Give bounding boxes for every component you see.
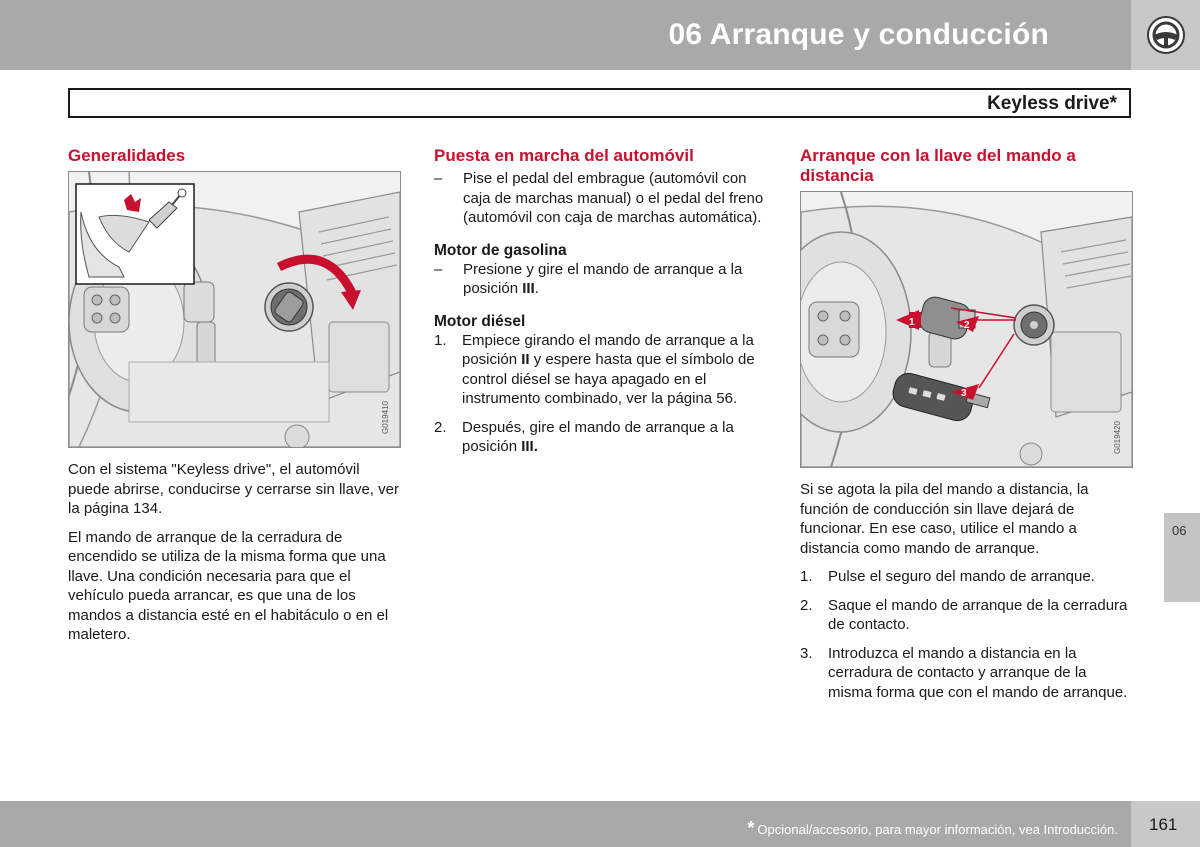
section-title: Keyless drive* — [987, 93, 1117, 114]
list-item — [434, 169, 767, 228]
section-title-box — [68, 88, 1131, 118]
list-number: 2. — [800, 596, 813, 614]
list-text-part: y espere hasta que el símbolo de control diésel se haya apagado en el instrumento combinado, ver la página 56. — [462, 351, 755, 407]
list-item — [434, 260, 767, 299]
list-text — [462, 331, 767, 409]
chapter-header-bar — [0, 0, 1131, 70]
list-text-part: Después, gire el mando de arranque a la posición — [462, 418, 734, 455]
paragraph-ignition-knob: El mando de arranque de la cerradura de encendido se utiliza de la misma forma que una llave. Una condición necesaria para que el vehículo pueda arrancar, es que una de los mandos a distancia esté en el habitáculo o en el maletero. — [68, 528, 389, 643]
chapter-title: 06 Arranque y conducción — [668, 18, 1049, 51]
list-text: Saque el mando de arranque de la cerradura de contacto. — [828, 596, 1128, 633]
figure-label-2: 2 — [964, 320, 970, 331]
footnote-star: * — [747, 818, 755, 838]
chapter-icon-box — [1131, 0, 1200, 70]
position-label: III — [522, 280, 535, 297]
position-label: II — [521, 351, 530, 368]
list-text-part: Presione y gire el mando de arranque a la posición — [463, 260, 743, 297]
column-arranque-mando — [800, 145, 1133, 702]
steering-wheel-icon — [1146, 15, 1186, 55]
list-text — [463, 260, 767, 299]
list-dash: – — [434, 170, 443, 187]
list-number: 1. — [434, 331, 447, 349]
figure-code: G019410 — [381, 401, 390, 434]
paragraph-keyless-intro: Con el sistema "Keyless drive", el automóvil puede abrirse, conducirse y cerrarse sin llave, ver la página 134. — [68, 461, 399, 517]
footer-bar — [0, 801, 1131, 847]
figure-label-3: 3 — [961, 388, 967, 399]
paragraph-battery: Si se agota la pila del mando a distancia, la función de conducción sin llave dejará de funcionar. En ese caso, utilice el mando a distancia como mando de arranque. — [800, 481, 1089, 557]
list-text: Pise el pedal del embrague (automóvil con caja de marchas manual) o el pedal del freno (automóvil con caja de marchas automática). — [463, 170, 764, 226]
position-label: III. — [521, 438, 538, 455]
footnote-text: Opcional/accesorio, para mayor información, vea Introducción. — [757, 822, 1118, 837]
list-item — [800, 567, 1133, 587]
list-item — [800, 596, 1133, 635]
heading-motor-gasolina: Motor de gasolina — [434, 241, 567, 259]
list-text: Pulse el seguro del mando de arranque. — [828, 568, 1095, 585]
list-text — [462, 418, 767, 457]
figure-ignition-knob — [68, 171, 401, 448]
list-text-part: . — [534, 280, 539, 297]
figure-remote-key — [800, 191, 1133, 468]
page-number: 161 — [1149, 815, 1178, 834]
heading-motor-diesel: Motor diésel — [434, 312, 526, 330]
dashboard-remote-illustration — [801, 192, 1132, 467]
list-text-part: Empiece girando el mando de arranque a la posición — [462, 331, 754, 368]
column-puesta-en-marcha — [434, 145, 767, 457]
list-number: 2. — [434, 418, 447, 436]
chapter-side-tab[interactable] — [1164, 513, 1200, 602]
dashboard-illustration — [69, 172, 400, 447]
footnote — [747, 818, 1118, 839]
heading-puesta-en-marcha: Puesta en marcha del automóvil — [434, 146, 694, 165]
column-generalidades — [68, 145, 401, 645]
heading-arranque-mando: Arranque con la llave del mando a distancia — [800, 146, 1076, 185]
list-number: 3. — [800, 644, 813, 662]
heading-generalidades: Generalidades — [68, 146, 186, 165]
list-item — [434, 331, 767, 409]
figure-label-1: 1 — [909, 317, 915, 328]
list-dash: – — [434, 260, 443, 278]
chapter-tab-label: 06 — [1172, 523, 1187, 538]
page-number-box — [1131, 801, 1200, 847]
list-item — [800, 644, 1133, 703]
list-number: 1. — [800, 568, 813, 585]
list-text: Introduzca el mando a distancia en la cerradura de contacto y arranque de la misma forma que con el mando de arranque. — [828, 644, 1128, 701]
figure-code: G019420 — [1113, 421, 1122, 454]
list-item — [434, 418, 767, 457]
